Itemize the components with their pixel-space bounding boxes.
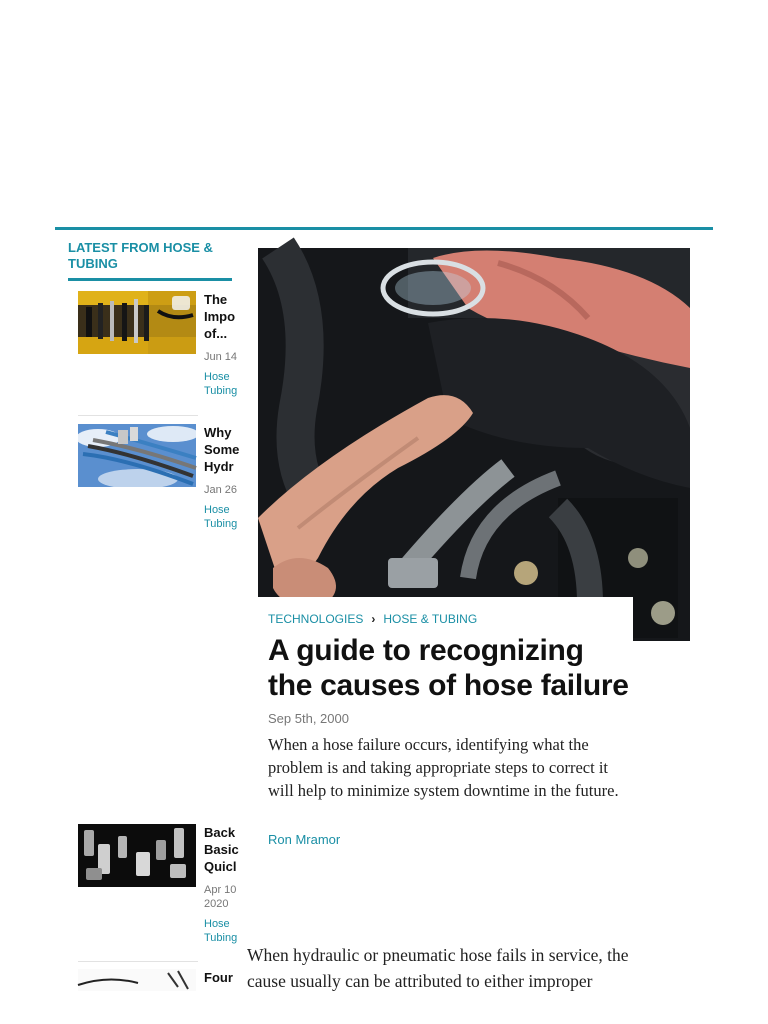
card-title-line[interactable]: Some (204, 442, 240, 457)
card-text (204, 969, 244, 986)
article-header (258, 597, 633, 857)
card-date (204, 883, 244, 911)
card-title-line[interactable]: Hydr (204, 459, 234, 474)
card-thumbnail[interactable] (78, 291, 196, 354)
card-title-line[interactable]: The (204, 292, 228, 307)
card-date-line: Apr 10 (204, 884, 237, 896)
sidebar-card[interactable] (78, 424, 240, 544)
card-thumbnail[interactable] (78, 969, 196, 991)
sidebar-card[interactable] (78, 969, 233, 991)
breadcrumb-chevron-icon: › (371, 612, 376, 626)
card-tag[interactable] (204, 917, 244, 945)
card-tag[interactable] (204, 503, 244, 531)
card-title-line[interactable]: Why (204, 425, 232, 440)
card-title-line[interactable]: Four (204, 970, 233, 985)
breadcrumb-hose-tubing[interactable]: HOSE & TUBING (383, 612, 478, 626)
card-title[interactable] (204, 969, 244, 986)
card-title[interactable] (204, 824, 244, 875)
card-title-line[interactable]: Back (204, 825, 236, 840)
card-text (204, 291, 244, 398)
card-title[interactable] (204, 424, 244, 475)
card-thumbnail[interactable] (78, 424, 196, 487)
card-divider (78, 961, 198, 962)
article-body: When hydraulic or pneumatic hose fails in service, the cause usually can be attributed to either improper (247, 945, 629, 991)
card-thumbnail[interactable] (78, 824, 196, 887)
card-tag-line[interactable]: Tubing (204, 385, 238, 397)
card-title-line[interactable]: Impo (204, 309, 236, 324)
breadcrumb (268, 612, 477, 626)
card-title-line[interactable]: Basic (204, 842, 239, 857)
card-tag-line[interactable]: Hose (204, 504, 230, 516)
sidebar-card[interactable] (78, 291, 238, 411)
sidebar (55, 230, 240, 990)
sidebar-card[interactable] (78, 824, 239, 954)
card-date-line: 2020 (204, 898, 229, 910)
card-title-line[interactable]: of... (204, 326, 228, 341)
card-date: Jun 14 (204, 351, 238, 363)
card-divider (78, 415, 198, 416)
card-text (204, 424, 244, 531)
card-tag-line[interactable]: Tubing (204, 932, 238, 944)
card-title-line[interactable]: Quicl (204, 859, 237, 874)
card-text (204, 824, 244, 945)
card-tag[interactable] (204, 370, 244, 398)
card-tag-line[interactable]: Hose (204, 918, 230, 930)
card-tag-line[interactable]: Hose (204, 371, 230, 383)
article-date: Sep 5th, 2000 (268, 711, 349, 726)
sidebar-title-rule (68, 278, 232, 281)
article-author[interactable]: Ron Mramor (268, 832, 341, 847)
breadcrumb-technologies[interactable]: TECHNOLOGIES (268, 612, 364, 626)
article-headline: A guide to recognizing the causes of hose failure (268, 634, 629, 702)
hero-image (258, 248, 690, 641)
sidebar-title: LATEST FROM HOSE & TUBING (68, 240, 213, 271)
article-deck: When a hose failure occurs, identifying what the problem is and taking appropriate steps to correct it will help to minimize system downtime in the future. (268, 735, 619, 800)
card-date: Jan 26 (204, 484, 238, 496)
card-title[interactable] (204, 291, 244, 342)
card-tag-line[interactable]: Tubing (204, 518, 238, 530)
